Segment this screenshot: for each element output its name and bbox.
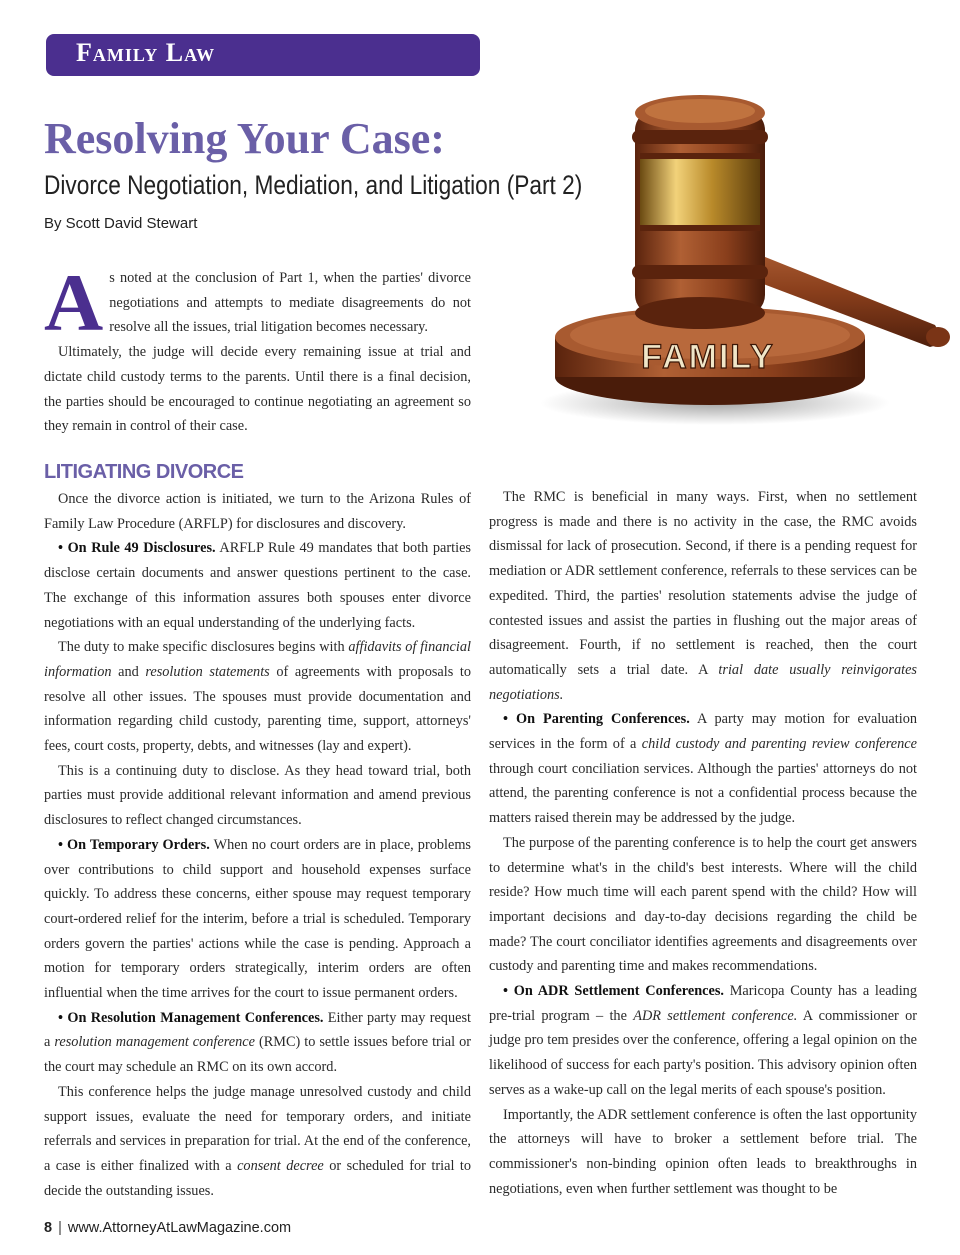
section-banner: Family Law: [46, 34, 480, 76]
paragraph: The duty to make specific disclosures begins with affidavits of financial information and resolution statements of agreements with proposals to resolve all other issues. The spouses must provide documentation and information regarding child custody, parenting time, support, attorneys' fees, court costs, property, debts, and witnesses (lay and expert).: [44, 639, 472, 755]
bullet-rule-49: • On Rule 49 Disclosures. ARFLP Rule 49 mandates that both parties disclose certain documents and answer questions pertinent to the case. The exchange of this information assures both spouses enter divorce negotiations with an equal understanding of the underlying facts.: [44, 540, 472, 631]
paragraph: This conference helps the judge manage unresolved custody and child support issues, evaluate the need for temporary orders, and initiate referrals and services in preparation for trial. At the end of the conference, a case is either finalized with a consent decree or scheduled for trial to decide the outstanding issues.: [44, 1083, 472, 1199]
intro-paragraph-2: Ultimately, the judge will decide every remaining issue at trial and dictate child custody terms to the parents. Until there is a final decision, the parties should be encouraged to continue negotiating an agreement so they remain in control of their case.: [44, 344, 471, 435]
bullet-temporary-orders: • On Temporary Orders. When no court orders are in place, problems over contributions to child support and household expenses surface quickly. To address these concerns, either spouse may request temporary court-ordered relief for the interim, before a trial is scheduled. Temporary orders govern the parties' actions while the case is pending. Approach a motion for temporary orders strategically, interim orders are often influential when the time arrives for the court to issue permanent orders.: [44, 836, 472, 1002]
paragraph: Once the divorce action is initiated, we turn to the Arizona Rules of Family Law Procedure (ARFLP) for disclosures and discovery.: [44, 491, 471, 532]
bullet-resolution-management: • On Resolution Management Conferences. Either party may request a resolution management conference (RMC) to settle issues before trial or the court may schedule an RMC on its own accord.: [44, 1009, 471, 1076]
byline: By Scott David Stewart: [44, 215, 198, 232]
paragraph: The RMC is beneficial in many ways. First, when no settlement progress is made and there is no activity in the case, the RMC avoids dismissal for lack of prosecution. Second, if there is a pending request for mediation or ADR settlement conference, referrals to these services can be expedited. Third, the parties' resolution statements advise the judge of contested issues and assist the parties in flushing out the major areas of disagreement. Fourth, if no settlement is reached, then the court automatically sets a trial date. A trial date usually reinvigorates negotiations.: [489, 489, 917, 703]
paragraph: This is a continuing duty to disclose. As they head toward trial, both parties must provide additional relevant information and amend previous disclosures to reflect changed circumstances.: [44, 762, 471, 829]
footer-separator: |: [58, 1220, 62, 1236]
page-footer: [44, 1220, 291, 1236]
svg-text:FAMILY: FAMILY: [641, 338, 775, 376]
intro-paragraph-1: s noted at the conclusion of Part 1, when the parties' divorce negotiations and attempts to mediate disagreements do not resolve all the issues, trial litigation becomes necessary.: [109, 270, 471, 336]
bullet-parenting-conferences: • On Parenting Conferences. A party may motion for evaluation services in the form of a child custody and parenting review conference through court conciliation services. Although the parties' attorneys do not attend, the parenting conference is not a confidential process because the matters raised therein may be addressed by the judge.: [489, 711, 917, 827]
intro-text: [44, 257, 471, 439]
left-column: [44, 487, 471, 1203]
paragraph: Importantly, the ADR settlement conference is often the last opportunity the attorneys will have to broker a settlement before trial. The commissioner's non-binding opinion often leads to breakthroughs in negotiations, even when further settlement was thought to be: [489, 1106, 917, 1197]
right-column: [489, 485, 917, 1201]
paragraph: The purpose of the parenting conference is to help the court get answers to determine what's in the child's best interests. Where will the child reside? How much time will each parent spend with the child? How will important decisions and day-to-day decisions regarding the child be made? The court conciliator identifies agreements and disagreements over custody and parenting time and makes recommendations.: [489, 834, 917, 975]
bullet-adr-settlement: • On ADR Settlement Conferences. Maricopa County has a leading pre-trial program – the ADR settlement conference. A commissioner or judge pro tem presides over the conference, offering a legal opinion on the likelihood of success for each party's position. This advisory opinion often serves as a wake-up call on the legal merits of each spouse's position.: [489, 983, 918, 1098]
section-heading: LITIGATING DIVORCE: [44, 461, 244, 483]
article-title: Resolving Your Case:: [44, 114, 445, 163]
article-subtitle: Divorce Negotiation, Mediation, and Litigation (Part 2): [44, 170, 583, 200]
gavel-icon: [540, 85, 960, 435]
drop-cap: A: [44, 257, 104, 348]
page-number: 8: [44, 1220, 53, 1236]
footer-url[interactable]: www.AttorneyAtLawMagazine.com: [67, 1220, 292, 1236]
